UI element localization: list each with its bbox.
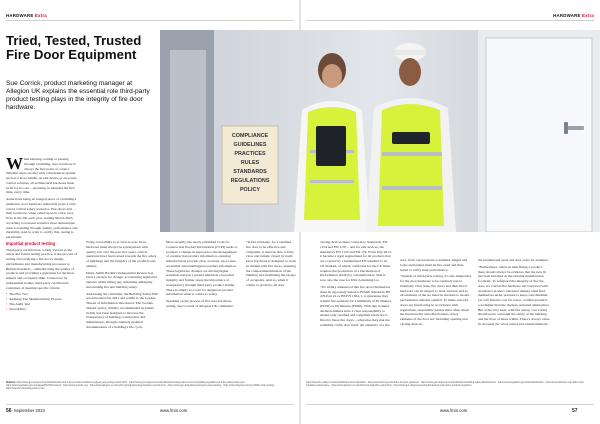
- intro-paragraph: When entering, exiting or passing through a building, door hardware is always the first point of contact. Whether users are met with a mechanical system such as a lever handle, an exit device or an access control solution, all architectural hardware must be fit for its role – operating as intended the first time, every time.: [6, 154, 77, 195]
- article-title: Tried, Tested, Trusted Fire Door Equipment: [6, 33, 142, 63]
- photo-illustration: [160, 30, 600, 232]
- list-item: • The Audit Test: [6, 302, 78, 307]
- svg-text:STANDARDS: STANDARDS: [233, 169, 267, 175]
- compliance-sign: [222, 126, 278, 204]
- svg-text:REGULATIONS: REGULATIONS: [230, 178, 270, 184]
- header-rule-left: [6, 20, 294, 21]
- list-item: • Auditing The Manufacturing Process: [6, 297, 78, 302]
- body-paragraph: Addressing the criticisms, the Building Safety Bill was introduced in 2021 and within it, the Golden Thread of Information introduced. The 'Golden Thread' policy, initially recommended by Dame Judith, has been designed to increase the transparency of building construction and maintenance, through routinely updated documentation of a building's life cycle.: [86, 291, 158, 329]
- subheading: Impartial product testing: [6, 240, 56, 246]
- body-column-5: [320, 240, 392, 330]
- left-section-header: [6, 13, 47, 18]
- body-paragraph: Dame Judith Hackitt's Independent Review has been a catalyst for change, accelerating legislative updates whilst lifting any remaining ambiguity surrounding fire and building safety.: [86, 270, 158, 289]
- list-item: • Traceability: [6, 307, 78, 312]
- section-label: HARDWARE: [553, 13, 581, 18]
- body-paragraph: More recently, the newly published Code for Construction Product Information (CCPI) seeks to promote a change in approach to the management of construction product information, ensuring manufacturers provide clear, accurate, up-to-date, accessible and unambiguous product information. These legislative changes are driving higher standards and put a greater emphasis on product integrity and further stress the importance of transparency through third-party product testing. There is simply no room for dangerous product information when it comes to safety.: [166, 240, 238, 297]
- section-accent: Extra: [582, 13, 594, 18]
- dropcap: W: [6, 154, 23, 173]
- footer-rule-right: [306, 404, 594, 405]
- body-paragraph: closing devices must conform to Standards, EN 1154 and EN 1155 – and for exit devices, the mandatory EN 1125 and EN 179. From July 2013, it became a legal requirement for all products that are covered by a harmonised EN standard to be CE marked, of which, validation for the CE mark requires the production of a Declaration of Performance (DoP) by a manufacturer. This is now also the case for UKCA marking too.: [320, 240, 392, 282]
- body-column-7: [478, 258, 550, 329]
- body-paragraph: Third-party certification, widely viewed as the safest and fairest testing practice, is the process of testing and verifying a fire door's design, performance and manufacturing processes to British Standards – authenticating the quality of products and providing a guarantee for decision-makers and occupants alike. Carried out by independent bodies, third-party certification comprises of meeting specific criteria:: [6, 247, 78, 290]
- body-paragraph: Speaking on the process of fire door hardware testing, Sue Corrick of Allegion UK comments:: [166, 299, 234, 308]
- body-column-3: [166, 240, 238, 311]
- article-photo: [160, 30, 600, 232]
- page-number: 57: [572, 408, 578, 414]
- body-column-6: [400, 258, 472, 329]
- svg-text:POLICY: POLICY: [239, 187, 261, 193]
- svg-text:GUIDELINES: GUIDELINES: [233, 142, 267, 148]
- svg-text:PRACTICES: PRACTICES: [234, 151, 266, 157]
- body-paragraph: door, from our hardware to handles, hinges and locks and latches must be fire-rated and thus, tested to verify their performance.: [400, 258, 468, 272]
- folio-right-site: www.fmm.com: [440, 408, 468, 413]
- list-item: • The Fire Test: [6, 292, 78, 297]
- svg-text:COMPLIANCE: COMPLIANCE: [231, 133, 269, 139]
- article-standfirst: Sue Corrick, product marketing manager at Allegion UK explains the essential role third-party product testing plays in the integrity of fire door hardware.: [6, 80, 150, 112]
- page-number: 56: [6, 408, 12, 414]
- body-paragraph: "In fire incidents, for a certified fire door to be effective and compliant, it must be able to fully close and remain closed by itself. Door hardware is designed to work in tandem with fire doors, ensuring the compartmentalisation of the building and facilitating the escape of occupants. And so, when it comes to products, all door: [246, 240, 296, 287]
- footer-rule-left: [6, 404, 294, 405]
- body-paragraph: "It's widely understood that fire doors themselves must be rigorously tested to British Standards BS 476 Part 22 or BS EN 1634-1, to guarantee they remain fire-resistant for a minimum of 30 minutes (FD30) or 60 minutes (FD60). With that in mind, decision-makers have a clear responsibility to ensure only certified and compliant hardware is fitted to these fire doors – otherwise they risk the reliability of the door itself. All elements of a fire: [320, 284, 392, 327]
- body-column-4: [246, 240, 296, 290]
- body-paragraph: Aside from being an integral piece of a building's aesthetics, door hardware inherently plays a vital role in critical safety scenarios. Fire doors and their hardware, when called upon in a fire, save lives in the UK each year, reading March 2023, according to national statistics most demonstrate rules to building through quality, performance and durability. And in order to certify this, testing is paramount.: [6, 197, 78, 239]
- folio-left-site: www.fmm.com: [160, 408, 188, 413]
- body-paragraph: Today, traceability is as vital as ever. Door hardware must always be synonymous with quality, but over the past five years, critical questions have been raised towards the fire safety of buildings and the integrity of the products and entities.: [86, 240, 157, 268]
- body-column-2: [86, 240, 158, 332]
- right-section-header: [553, 13, 594, 18]
- section-accent: Extra: [34, 13, 47, 18]
- body-paragraph: "Furthermore, when an item fitting a product, there should always be evidence that the new fit has been installed as the existing manufacturer footprint. To safeguard the integrity of the fire door, it's crucial that hardware isn't replaced with an inferior product. Decision makers often find themselves under pressure to keep costs minimal, yet will find the cost far lower, certified products cost higher than the cheaper, untested alternatives. But at the very least, with fire safety, cost saving should never outweigh the safety of the building and the lives of those within. There's always value in choosing the 'tried, tested and trusted methods.': [478, 264, 550, 326]
- issue-date: September 2023: [13, 408, 45, 413]
- folio-right: [572, 408, 578, 414]
- body-column-1: [6, 154, 78, 311]
- header-rule-right: [306, 20, 594, 21]
- body-paragraph: the intumescent seals and door stops for example.: [478, 258, 549, 262]
- sources-left: Sources: https://www.gov.uk/government/statistics/fire-and-rescue-incident-statistics-england-year-ending-march-2023 · https://www.gov.uk/government/publications/independent-review-of-building-regulations-and-fire-safety-final-report · https://www.legislation.gov.uk/ukpga/2022/30/contents · https://www.cpicode.org/ · https://www.allegion.co.uk/en/home/products/categories/door-controls.html · https://www.gov.uk/guidance/using-the-ukca-marking · https://www.bsigroup.com/en-GB/fire-door-testing/ · https://www.firedoorsafetyweek.co.uk/: [6, 382, 276, 390]
- svg-text:RULES: RULES: [240, 160, 260, 166]
- section-label: HARDWARE: [6, 13, 34, 18]
- folio-left: [6, 408, 45, 414]
- sources-right: https://www.fire-safety.co.uk/standards/fire-doors-hardware · https://www.bwf.org.uk/certifire-fire-door-guidance/ · https://www.gov.uk/government/publications/building-safety-bill-factsheets · https://www.legislation.gov.uk/uksi/2011/1211 · https://www.dhfonline.org.uk/fire-door-hardware-maintenance · https://www.allegion.co.uk/en/home/insights/fire-safety.html · https://www.gov.uk/government/publications/construction-products-regulation: [306, 382, 585, 387]
- criteria-list: [6, 292, 78, 311]
- body-paragraph: "Outside of third-party testing, it's also imperative for the door hardware to be routinely tested internally. Over time, fire doors and their fitted hardware can be subject to wear and tear and so, all elements of the set must be checked to ensure performance remains optimal. To make sure fire doors are functioning in accordance with regulations, responsible parties must often check the functionality and effectiveness of key elements of the door set: including opening and closing devices,: [400, 274, 472, 326]
